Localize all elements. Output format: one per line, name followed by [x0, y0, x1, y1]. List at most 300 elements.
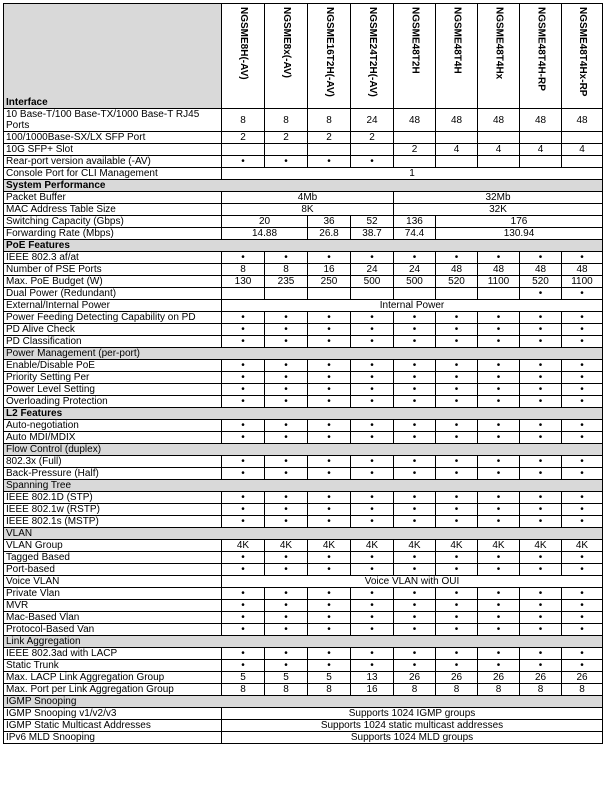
feature-label: MAC Address Table Size: [4, 204, 222, 216]
feature-label: IEEE 802.3 af/at: [4, 252, 222, 264]
spec-value: 5: [265, 672, 308, 684]
spec-value: •: [394, 660, 436, 672]
spec-value: •: [308, 384, 351, 396]
spec-row: [4, 576, 603, 588]
spec-value: [394, 132, 436, 144]
spec-value: •: [562, 252, 603, 264]
spec-value: •: [562, 588, 603, 600]
spec-value: •: [520, 552, 562, 564]
spec-value: [394, 288, 436, 300]
spec-row: [4, 684, 603, 696]
spec-value: 48: [478, 264, 520, 276]
spec-row: [4, 360, 603, 372]
model-header: [394, 4, 436, 109]
spec-value: •: [562, 360, 603, 372]
spec-value: •: [222, 312, 265, 324]
spec-value: 4K: [478, 540, 520, 552]
spec-value: 8: [265, 109, 308, 132]
spec-value: •: [394, 516, 436, 528]
spec-value: •: [351, 456, 394, 468]
spec-row: [4, 732, 603, 744]
spec-value: •: [520, 360, 562, 372]
spec-value: •: [308, 360, 351, 372]
spec-value: 4K: [394, 540, 436, 552]
spec-value: •: [520, 432, 562, 444]
spec-value: •: [562, 336, 603, 348]
spec-value: •: [265, 420, 308, 432]
spec-value: •: [351, 360, 394, 372]
spec-value: •: [265, 360, 308, 372]
spec-value: 26: [562, 672, 603, 684]
spec-value: •: [351, 324, 394, 336]
spec-value: •: [394, 468, 436, 480]
spec-value: •: [265, 384, 308, 396]
spec-value: Supports 1024 static multicast addresses: [222, 720, 603, 732]
spec-value: •: [394, 492, 436, 504]
spec-value: 8: [265, 684, 308, 696]
spec-value: •: [478, 384, 520, 396]
spec-value: •: [265, 600, 308, 612]
spec-row: [4, 156, 603, 168]
spec-value: 24: [394, 264, 436, 276]
spec-value: •: [308, 624, 351, 636]
spec-value: •: [265, 564, 308, 576]
section-title: System Performance: [4, 180, 603, 192]
spec-value: •: [436, 468, 478, 480]
spec-value: •: [436, 456, 478, 468]
section-header-row: [4, 408, 603, 420]
feature-label: IEEE 802.1w (RSTP): [4, 504, 222, 516]
spec-row: [4, 468, 603, 480]
spec-row: [4, 648, 603, 660]
spec-value: •: [478, 504, 520, 516]
spec-value: 48: [478, 109, 520, 132]
model-header: [478, 4, 520, 109]
spec-value: •: [351, 516, 394, 528]
spec-value: •: [394, 360, 436, 372]
spec-value: •: [436, 660, 478, 672]
spec-value: 1100: [478, 276, 520, 288]
spec-value: 8: [436, 684, 478, 696]
spec-value: •: [394, 612, 436, 624]
spec-value: 4K: [562, 540, 603, 552]
spec-value: [308, 144, 351, 156]
spec-value: •: [222, 420, 265, 432]
spec-value: •: [436, 252, 478, 264]
spec-row: [4, 384, 603, 396]
spec-row: [4, 228, 603, 240]
spec-value: •: [394, 252, 436, 264]
spec-value: •: [265, 372, 308, 384]
spec-value: •: [436, 612, 478, 624]
spec-value: [351, 144, 394, 156]
spec-value: •: [562, 600, 603, 612]
spec-value: •: [520, 504, 562, 516]
spec-value: •: [394, 600, 436, 612]
spec-value: 24: [351, 264, 394, 276]
spec-value: •: [265, 396, 308, 408]
spec-value: •: [562, 312, 603, 324]
spec-value: •: [351, 432, 394, 444]
spec-value: •: [351, 552, 394, 564]
spec-value: [562, 156, 603, 168]
spec-value: 8K: [222, 204, 394, 216]
spec-value: •: [478, 624, 520, 636]
spec-body: [4, 109, 603, 744]
spec-value: •: [351, 504, 394, 516]
spec-value: Voice VLAN with OUI: [222, 576, 603, 588]
spec-value: 32K: [394, 204, 603, 216]
spec-value: •: [265, 252, 308, 264]
model-header: [436, 4, 478, 109]
spec-value: •: [436, 384, 478, 396]
spec-value: •: [222, 336, 265, 348]
spec-value: •: [478, 588, 520, 600]
spec-value: •: [222, 324, 265, 336]
spec-value: 176: [436, 216, 603, 228]
spec-value: 13: [351, 672, 394, 684]
spec-value: •: [520, 468, 562, 480]
spec-row: [4, 720, 603, 732]
spec-value: 250: [308, 276, 351, 288]
spec-value: •: [308, 660, 351, 672]
spec-value: 5: [222, 672, 265, 684]
spec-value: •: [478, 552, 520, 564]
spec-value: 14.88: [222, 228, 308, 240]
spec-row: [4, 456, 603, 468]
spec-value: •: [562, 288, 603, 300]
spec-value: •: [562, 468, 603, 480]
spec-value: [478, 288, 520, 300]
spec-row: [4, 336, 603, 348]
spec-value: •: [351, 384, 394, 396]
spec-value: •: [562, 324, 603, 336]
spec-value: •: [265, 312, 308, 324]
spec-value: 8: [222, 264, 265, 276]
spec-value: •: [222, 504, 265, 516]
spec-value: •: [436, 552, 478, 564]
spec-value: 8: [394, 684, 436, 696]
spec-value: •: [351, 564, 394, 576]
spec-row: [4, 672, 603, 684]
spec-value: •: [222, 384, 265, 396]
spec-value: 130.94: [436, 228, 603, 240]
spec-value: 1: [222, 168, 603, 180]
spec-value: •: [308, 324, 351, 336]
spec-value: [436, 156, 478, 168]
section-title: IGMP Snooping: [4, 696, 603, 708]
spec-table: [3, 3, 603, 744]
spec-value: •: [308, 552, 351, 564]
spec-value: •: [520, 324, 562, 336]
spec-value: [351, 288, 394, 300]
spec-value: •: [394, 336, 436, 348]
feature-label: PD Classification: [4, 336, 222, 348]
spec-value: 36: [308, 216, 351, 228]
spec-value: •: [562, 504, 603, 516]
spec-value: •: [265, 648, 308, 660]
feature-label: Static Trunk: [4, 660, 222, 672]
model-header-row: [4, 4, 603, 109]
feature-label: IGMP Static Multicast Addresses: [4, 720, 222, 732]
spec-value: •: [562, 660, 603, 672]
spec-value: •: [351, 660, 394, 672]
spec-value: •: [394, 588, 436, 600]
spec-value: •: [478, 420, 520, 432]
spec-value: 130: [222, 276, 265, 288]
spec-value: •: [436, 420, 478, 432]
spec-value: •: [308, 432, 351, 444]
spec-value: •: [478, 396, 520, 408]
spec-value: •: [265, 492, 308, 504]
spec-value: •: [222, 648, 265, 660]
spec-value: •: [222, 516, 265, 528]
model-header: [520, 4, 562, 109]
spec-value: 48: [394, 109, 436, 132]
section-title: Flow Control (duplex): [4, 444, 603, 456]
spec-value: •: [478, 648, 520, 660]
spec-row: [4, 216, 603, 228]
spec-value: [436, 288, 478, 300]
spec-value: •: [478, 312, 520, 324]
spec-value: •: [222, 660, 265, 672]
spec-row: [4, 372, 603, 384]
spec-row: [4, 504, 603, 516]
spec-value: Supports 1024 IGMP groups: [222, 708, 603, 720]
spec-value: 16: [308, 264, 351, 276]
spec-value: Internal Power: [222, 300, 603, 312]
spec-value: •: [308, 396, 351, 408]
spec-row: [4, 552, 603, 564]
spec-value: [265, 144, 308, 156]
section-header-row: [4, 696, 603, 708]
spec-value: [222, 144, 265, 156]
spec-value: •: [351, 312, 394, 324]
section-header-row: [4, 636, 603, 648]
spec-value: 4K: [265, 540, 308, 552]
spec-value: 4: [478, 144, 520, 156]
model-name: NGSME8H(-AV): [238, 7, 249, 80]
spec-value: •: [394, 648, 436, 660]
spec-row: [4, 312, 603, 324]
spec-value: •: [478, 600, 520, 612]
spec-value: •: [308, 336, 351, 348]
feature-label: IEEE 802.3ad with LACP: [4, 648, 222, 660]
section-header-row: [4, 444, 603, 456]
spec-value: •: [222, 396, 265, 408]
spec-value: 16: [351, 684, 394, 696]
model-header: [308, 4, 351, 109]
feature-label: Mac-Based Vlan: [4, 612, 222, 624]
section-title: Power Management (per-port): [4, 348, 603, 360]
spec-row: [4, 588, 603, 600]
spec-value: •: [520, 396, 562, 408]
spec-row: [4, 612, 603, 624]
spec-row: [4, 264, 603, 276]
feature-label: Packet Buffer: [4, 192, 222, 204]
spec-value: •: [394, 432, 436, 444]
spec-value: 4: [436, 144, 478, 156]
spec-value: •: [436, 396, 478, 408]
spec-value: 2: [351, 132, 394, 144]
spec-value: •: [394, 324, 436, 336]
feature-label: IEEE 802.1s (MSTP): [4, 516, 222, 528]
spec-row: [4, 276, 603, 288]
spec-value: 26.8: [308, 228, 351, 240]
feature-label: IPv6 MLD Snooping: [4, 732, 222, 744]
spec-value: •: [351, 336, 394, 348]
spec-value: •: [394, 396, 436, 408]
section-title: Spanning Tree: [4, 480, 603, 492]
spec-value: •: [478, 456, 520, 468]
spec-value: [436, 132, 478, 144]
spec-value: •: [520, 648, 562, 660]
spec-value: 235: [265, 276, 308, 288]
spec-value: •: [308, 600, 351, 612]
feature-label: Auto-negotiation: [4, 420, 222, 432]
section-title: PoE Features: [4, 240, 603, 252]
spec-value: •: [394, 384, 436, 396]
spec-value: 4Mb: [222, 192, 394, 204]
spec-value: [520, 132, 562, 144]
spec-value: •: [351, 468, 394, 480]
spec-value: 26: [436, 672, 478, 684]
spec-value: •: [520, 312, 562, 324]
spec-value: •: [394, 552, 436, 564]
spec-value: 8: [265, 264, 308, 276]
spec-value: •: [308, 456, 351, 468]
spec-value: •: [436, 564, 478, 576]
spec-row: [4, 132, 603, 144]
spec-value: 4K: [222, 540, 265, 552]
spec-value: 26: [520, 672, 562, 684]
spec-value: •: [478, 360, 520, 372]
spec-value: •: [308, 372, 351, 384]
spec-value: •: [308, 252, 351, 264]
spec-value: •: [436, 432, 478, 444]
spec-value: •: [308, 588, 351, 600]
spec-value: •: [436, 492, 478, 504]
spec-value: •: [222, 456, 265, 468]
spec-value: •: [562, 648, 603, 660]
spec-value: •: [222, 372, 265, 384]
spec-row: [4, 708, 603, 720]
spec-value: 520: [436, 276, 478, 288]
feature-label: IEEE 802.1D (STP): [4, 492, 222, 504]
spec-value: •: [520, 456, 562, 468]
spec-value: 8: [520, 684, 562, 696]
spec-value: •: [265, 504, 308, 516]
interface-section-label: Interface: [4, 4, 222, 109]
spec-value: •: [520, 420, 562, 432]
spec-value: •: [351, 252, 394, 264]
spec-value: •: [265, 324, 308, 336]
spec-row: [4, 168, 603, 180]
spec-value: •: [222, 564, 265, 576]
spec-value: 8: [222, 684, 265, 696]
spec-value: 8: [562, 684, 603, 696]
spec-value: •: [308, 564, 351, 576]
spec-value: 48: [436, 264, 478, 276]
spec-value: •: [562, 492, 603, 504]
spec-value: •: [478, 432, 520, 444]
spec-value: [308, 288, 351, 300]
spec-value: •: [351, 648, 394, 660]
spec-value: •: [265, 624, 308, 636]
spec-value: 8: [308, 109, 351, 132]
spec-value: [222, 288, 265, 300]
section-header-row: [4, 240, 603, 252]
feature-label: 802.3x (Full): [4, 456, 222, 468]
spec-value: •: [308, 468, 351, 480]
spec-value: •: [265, 336, 308, 348]
spec-value: 38.7: [351, 228, 394, 240]
feature-label: Protocol-Based Van: [4, 624, 222, 636]
spec-value: •: [520, 336, 562, 348]
spec-value: •: [265, 552, 308, 564]
section-title: L2 Features: [4, 408, 603, 420]
spec-value: 5: [308, 672, 351, 684]
spec-value: •: [265, 612, 308, 624]
spec-value: •: [562, 384, 603, 396]
spec-value: 2: [308, 132, 351, 144]
model-name: NGSME48T4H-RP: [535, 7, 547, 91]
spec-value: •: [308, 504, 351, 516]
spec-value: •: [520, 516, 562, 528]
spec-value: •: [436, 648, 478, 660]
spec-value: 48: [520, 264, 562, 276]
feature-label: Max. Port per Link Aggregation Group: [4, 684, 222, 696]
spec-value: •: [308, 492, 351, 504]
spec-value: •: [351, 420, 394, 432]
spec-row: [4, 252, 603, 264]
feature-label: Max. PoE Budget (W): [4, 276, 222, 288]
spec-value: •: [222, 612, 265, 624]
spec-value: •: [351, 600, 394, 612]
spec-value: •: [562, 552, 603, 564]
spec-value: •: [265, 432, 308, 444]
spec-value: •: [265, 456, 308, 468]
spec-value: 500: [394, 276, 436, 288]
spec-value: •: [394, 624, 436, 636]
spec-row: [4, 109, 603, 132]
model-name: NGSME48T4Hx-RP: [577, 7, 588, 97]
spec-value: 4: [520, 144, 562, 156]
spec-value: •: [222, 600, 265, 612]
section-header-row: [4, 480, 603, 492]
spec-value: •: [394, 420, 436, 432]
spec-value: •: [478, 660, 520, 672]
spec-value: [394, 156, 436, 168]
spec-value: •: [222, 552, 265, 564]
spec-value: •: [520, 288, 562, 300]
spec-value: [478, 132, 520, 144]
spec-value: 520: [520, 276, 562, 288]
feature-label: 10 Base-T/100 Base-TX/1000 Base-T RJ45 Ports: [4, 109, 222, 132]
spec-value: 26: [394, 672, 436, 684]
feature-label: VLAN Group: [4, 540, 222, 552]
spec-row: [4, 192, 603, 204]
feature-label: Number of PSE Ports: [4, 264, 222, 276]
spec-value: 8: [308, 684, 351, 696]
spec-value: •: [351, 612, 394, 624]
spec-row: [4, 288, 603, 300]
spec-value: •: [436, 504, 478, 516]
spec-value: •: [222, 156, 265, 168]
spec-value: •: [308, 648, 351, 660]
spec-value: 4K: [351, 540, 394, 552]
spec-value: •: [520, 564, 562, 576]
